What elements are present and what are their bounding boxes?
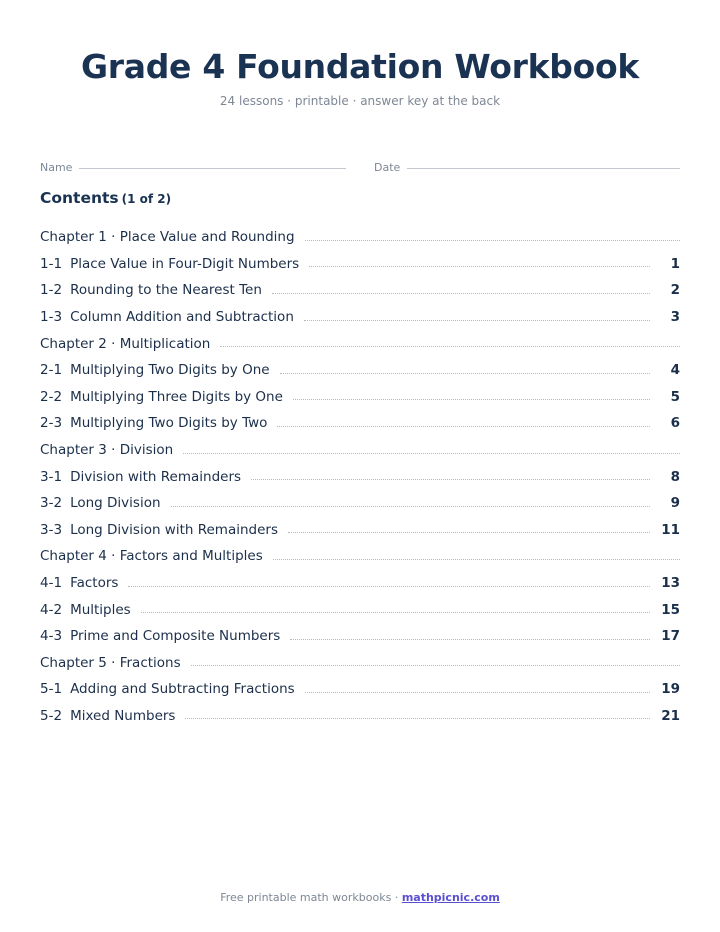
dot-leader bbox=[251, 479, 650, 480]
lesson-title: Division with Remainders bbox=[70, 468, 242, 485]
toc-lesson-row[interactable] bbox=[40, 517, 680, 544]
dot-leader bbox=[288, 532, 650, 533]
toc-lesson-row[interactable] bbox=[40, 384, 680, 411]
dot-leader bbox=[304, 320, 650, 321]
dot-leader bbox=[280, 373, 650, 374]
dot-leader bbox=[141, 612, 650, 613]
lesson-title: Factors bbox=[70, 575, 119, 592]
toc-lesson-row[interactable] bbox=[40, 570, 680, 597]
contents-heading bbox=[40, 187, 171, 210]
lesson-number: 1-2 bbox=[40, 282, 63, 299]
lesson-number: 2-2 bbox=[40, 388, 63, 405]
lesson-title: Prime and Composite Numbers bbox=[70, 628, 281, 645]
lesson-number: 4-3 bbox=[40, 628, 63, 645]
toc-lesson-row[interactable] bbox=[40, 703, 680, 730]
toc-lesson-row[interactable] bbox=[40, 596, 680, 623]
toc-lesson-row[interactable] bbox=[40, 410, 680, 437]
dot-leader bbox=[183, 453, 680, 454]
toc-chapter-row[interactable] bbox=[40, 437, 680, 464]
page-number: 4 bbox=[670, 362, 680, 379]
footer-link[interactable]: mathpicnic.com bbox=[401, 891, 500, 904]
date-line[interactable] bbox=[407, 168, 680, 169]
lesson-number: 3-2 bbox=[40, 495, 63, 512]
chapter-label: Chapter 5 · Fractions bbox=[40, 654, 181, 671]
toc-lesson-row[interactable] bbox=[40, 623, 680, 650]
dot-leader bbox=[220, 346, 680, 347]
lesson-number: 4-1 bbox=[40, 575, 63, 592]
date-label: Date bbox=[374, 160, 401, 174]
dot-leader bbox=[309, 266, 650, 267]
lesson-number: 5-1 bbox=[40, 681, 63, 698]
lesson-title: Multiplying Two Digits by One bbox=[70, 362, 270, 379]
name-line[interactable] bbox=[79, 168, 346, 169]
page-number: 19 bbox=[661, 681, 680, 698]
lesson-title: Mixed Numbers bbox=[70, 707, 176, 724]
toc-lesson-row[interactable] bbox=[40, 304, 680, 331]
toc-lesson-row[interactable] bbox=[40, 463, 680, 490]
page-number: 5 bbox=[670, 388, 680, 405]
page-number: 1 bbox=[670, 255, 680, 272]
contents-title: Contents bbox=[40, 189, 119, 207]
toc-chapter-row[interactable] bbox=[40, 543, 680, 570]
chapter-label: Chapter 1 · Place Value and Rounding bbox=[40, 229, 295, 246]
dot-leader bbox=[277, 426, 650, 427]
contents-part: (1 of 2) bbox=[121, 192, 172, 206]
page-number: 17 bbox=[661, 628, 680, 645]
lesson-title: Rounding to the Nearest Ten bbox=[70, 282, 262, 299]
lesson-number: 5-2 bbox=[40, 707, 63, 724]
page-subtitle: 24 lessons · printable · answer key at the back bbox=[219, 94, 501, 108]
page-number: 3 bbox=[670, 309, 680, 326]
lesson-number: 4-2 bbox=[40, 601, 63, 618]
toc-lesson-row[interactable] bbox=[40, 251, 680, 278]
chapter-label: Chapter 2 · Multiplication bbox=[40, 335, 211, 352]
lesson-title: Long Division with Remainders bbox=[70, 521, 279, 538]
toc-lesson-row[interactable] bbox=[40, 490, 680, 517]
toc-chapter-row[interactable] bbox=[40, 330, 680, 357]
dot-leader bbox=[293, 399, 650, 400]
page-number: 8 bbox=[670, 468, 680, 485]
date-field[interactable] bbox=[374, 159, 680, 175]
dot-leader bbox=[191, 665, 680, 666]
toc-lesson-row[interactable] bbox=[40, 676, 680, 703]
dot-leader bbox=[305, 240, 680, 241]
name-label: Name bbox=[40, 160, 73, 174]
dot-leader bbox=[185, 718, 650, 719]
toc-lesson-row[interactable] bbox=[40, 277, 680, 304]
toc-lesson-row[interactable] bbox=[40, 357, 680, 384]
dot-leader bbox=[290, 639, 650, 640]
lesson-title: Multiplying Two Digits by Two bbox=[70, 415, 268, 432]
footer bbox=[0, 890, 720, 906]
page-number: 2 bbox=[670, 282, 680, 299]
chapter-label: Chapter 4 · Factors and Multiples bbox=[40, 548, 263, 565]
footer-text: Free printable math workbooks · bbox=[220, 891, 399, 904]
lesson-title: Long Division bbox=[70, 495, 161, 512]
toc-chapter-row[interactable] bbox=[40, 224, 680, 251]
lesson-number: 3-3 bbox=[40, 521, 63, 538]
dot-leader bbox=[305, 692, 650, 693]
chapter-label: Chapter 3 · Division bbox=[40, 442, 174, 459]
page-title: Grade 4 Foundation Workbook bbox=[81, 47, 639, 86]
dot-leader bbox=[171, 506, 650, 507]
page-number: 9 bbox=[670, 495, 680, 512]
name-field[interactable] bbox=[40, 159, 346, 175]
lesson-title: Column Addition and Subtraction bbox=[70, 309, 294, 326]
page-number: 15 bbox=[661, 601, 680, 618]
lesson-number: 1-1 bbox=[40, 255, 63, 272]
name-date-row bbox=[40, 159, 680, 175]
lesson-number: 2-3 bbox=[40, 415, 63, 432]
table-of-contents bbox=[40, 224, 680, 729]
page-number: 13 bbox=[661, 575, 680, 592]
page-number: 11 bbox=[661, 521, 680, 538]
lesson-title: Multiples bbox=[70, 601, 131, 618]
lesson-number: 2-1 bbox=[40, 362, 63, 379]
lesson-number: 1-3 bbox=[40, 309, 63, 326]
dot-leader bbox=[272, 293, 650, 294]
page-number: 21 bbox=[661, 707, 680, 724]
lesson-title: Place Value in Four-Digit Numbers bbox=[70, 255, 300, 272]
lesson-title: Adding and Subtracting Fractions bbox=[70, 681, 295, 698]
dot-leader bbox=[128, 586, 650, 587]
lesson-number: 3-1 bbox=[40, 468, 63, 485]
dot-leader bbox=[273, 559, 680, 560]
page-number: 6 bbox=[670, 415, 680, 432]
lesson-title: Multiplying Three Digits by One bbox=[70, 388, 283, 405]
toc-chapter-row[interactable] bbox=[40, 650, 680, 677]
